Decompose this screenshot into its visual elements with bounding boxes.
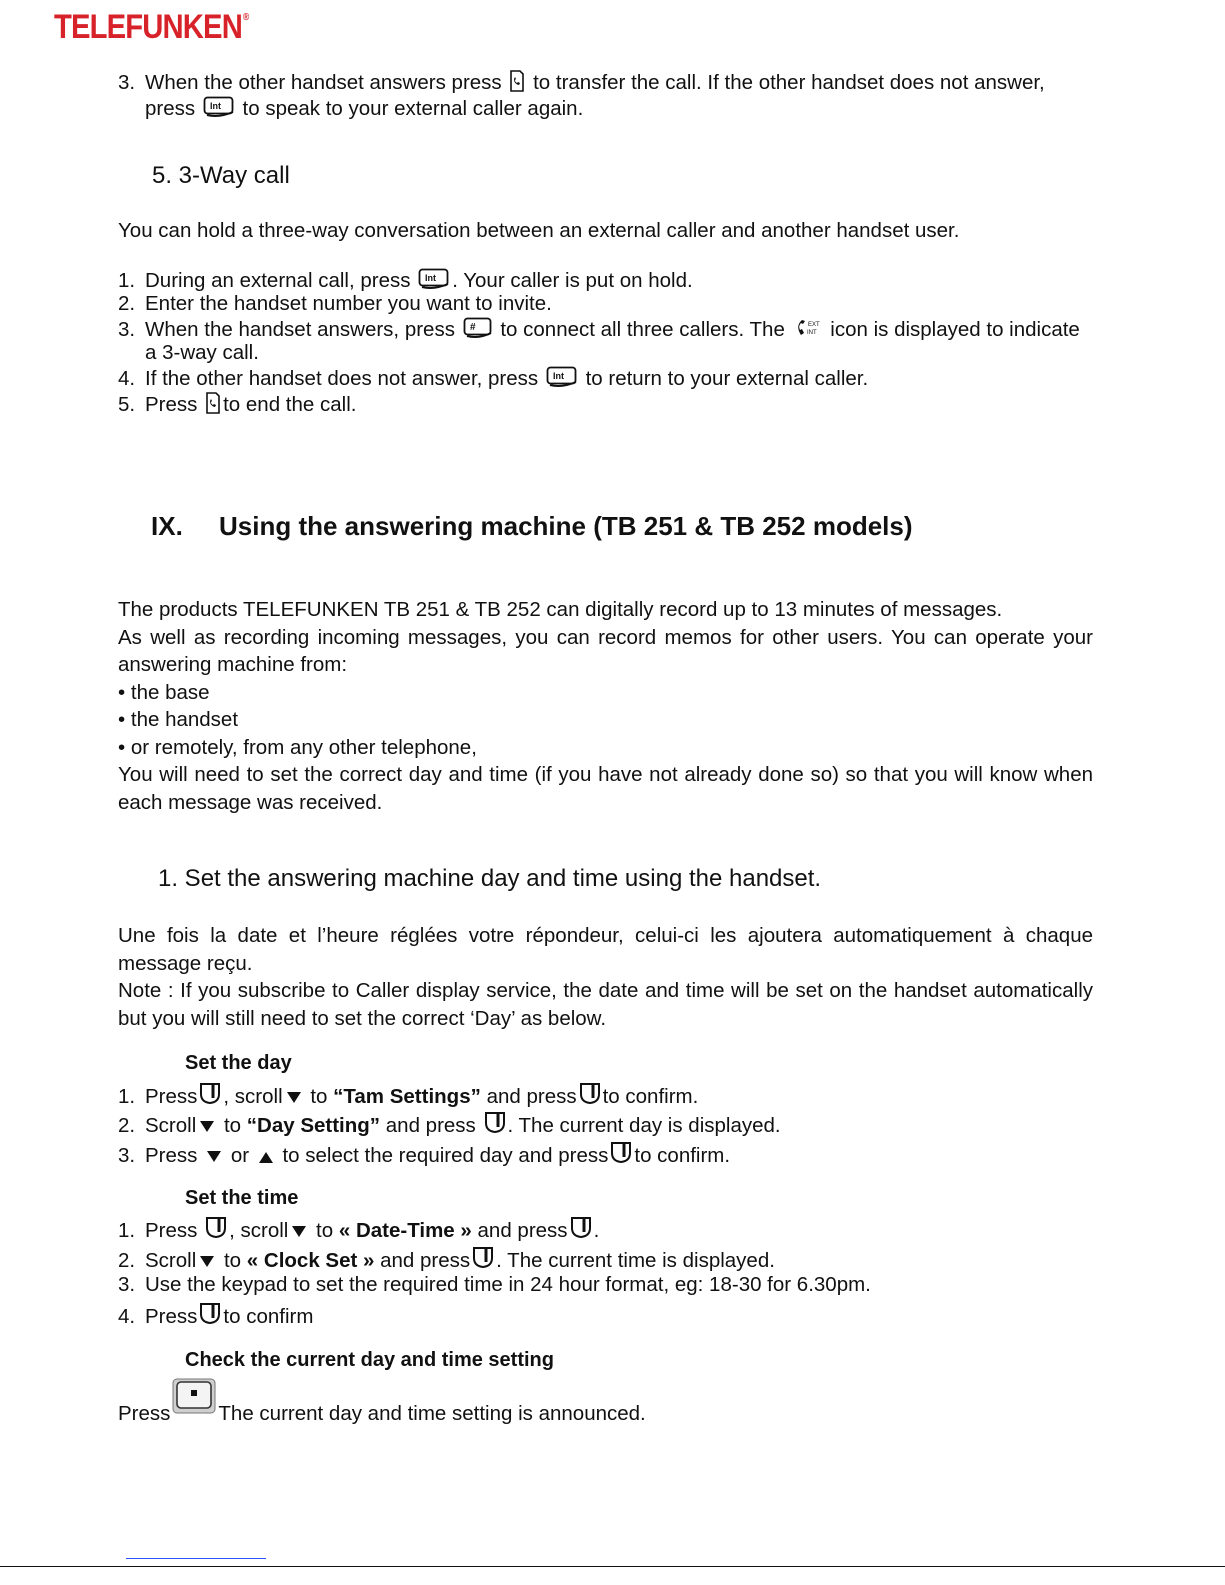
list-item <box>118 317 1080 342</box>
step-number: 2. <box>118 292 136 315</box>
step-text: Scroll <box>145 1114 197 1137</box>
section-title: Using the answering machine (TB 251 & TB 252 models) <box>219 511 913 541</box>
paragraph: You can hold a three-way conversation between an external caller and another handset user. <box>118 219 960 242</box>
list-item-continuation: a 3-way call. <box>145 341 259 364</box>
list-item <box>118 70 1045 95</box>
step-text: to return to your external caller. <box>585 367 869 390</box>
menu-ok-key-icon <box>484 1111 506 1135</box>
paragraph <box>118 1378 646 1426</box>
step-text: or <box>230 1144 250 1167</box>
paragraph: The products TELEFUNKEN TB 251 & TB 252 can digitally record up to 13 minutes of messages. <box>118 598 1003 621</box>
int-key-icon <box>203 96 235 118</box>
step-text: to <box>316 1219 334 1242</box>
step-text: to speak to your external caller again. <box>242 97 584 120</box>
menu-ok-key-icon <box>570 1216 592 1240</box>
list-item <box>118 1273 871 1297</box>
menu-ok-key-icon <box>472 1246 494 1270</box>
list-item <box>118 1111 781 1138</box>
step-text: During an external call, press <box>145 269 411 292</box>
step-text: to <box>223 1249 242 1272</box>
handset-talk-icon <box>509 70 525 92</box>
step-text: to confirm. <box>634 1144 731 1167</box>
intro-block <box>118 596 1093 816</box>
subsection-heading: 1. Set the answering machine day and time using the handset. <box>158 865 822 892</box>
list-item <box>118 292 552 316</box>
guillemet: » <box>460 1219 472 1242</box>
menu-keyword: “Day Setting” <box>246 1114 381 1137</box>
section-numeral: IX. <box>151 511 183 541</box>
menu-ok-key-icon <box>199 1082 221 1106</box>
menu-keyword: Date-Time <box>355 1219 455 1242</box>
list-item <box>118 1141 730 1168</box>
svg-text:INT: INT <box>806 330 817 336</box>
list-item <box>118 1302 313 1329</box>
procedure-title: Set the time <box>185 1187 299 1209</box>
step-text: and press <box>477 1219 568 1242</box>
guillemet: « <box>338 1219 351 1242</box>
step-number: 2. <box>118 1249 136 1272</box>
menu-ok-key-icon <box>579 1082 601 1106</box>
bullet-item: • or remotely, from any other telephone, <box>118 735 477 759</box>
step-text: to <box>310 1085 328 1108</box>
step-text: . <box>593 1219 600 1242</box>
step-text: . Your caller is put on hold. <box>452 269 693 292</box>
svg-text:#: # <box>469 322 476 333</box>
step-number: 4. <box>118 367 136 390</box>
logo-text: TELEFUNKEN <box>54 8 242 46</box>
procedure-title: Check the current day and time setting <box>185 1349 554 1371</box>
three-way-call-icon <box>793 317 823 339</box>
paragraph: Note : If you subscribe to Caller display service, the date and time will be set on the handset automatically but you will still need to set the correct ‘Day’ as below. <box>118 979 1093 1030</box>
step-text: icon is displayed to indicate <box>830 318 1080 341</box>
step-text: If the other handset does not answer, press <box>145 367 539 390</box>
step-text: to select the required day and press <box>282 1144 609 1167</box>
step-number: 3. <box>118 71 136 94</box>
step-text: Press <box>145 1085 198 1108</box>
down-arrow-icon <box>285 1090 303 1106</box>
guillemet: « <box>246 1249 259 1272</box>
menu-ok-key-icon <box>610 1141 632 1165</box>
down-arrow-icon <box>198 1254 216 1270</box>
note-block <box>118 922 1093 1032</box>
down-arrow-icon <box>205 1149 223 1165</box>
step-text: Scroll <box>145 1249 197 1272</box>
list-item-continuation <box>145 96 583 121</box>
step-text: and press <box>380 1249 471 1272</box>
menu-ok-key-icon <box>205 1216 227 1240</box>
step-text: . The current day is displayed. <box>507 1114 781 1137</box>
step-text: , scroll <box>229 1219 289 1242</box>
step-text: to <box>223 1114 242 1137</box>
svg-text:EXT: EXT <box>807 322 820 328</box>
int-key-icon <box>546 366 578 388</box>
step-text: When the handset answers, press <box>145 318 455 341</box>
procedure-title: Set the day <box>185 1052 292 1074</box>
step-text: , scroll <box>223 1085 283 1108</box>
step-number: 1. <box>118 269 136 292</box>
step-text: When the other handset answers press <box>145 71 502 94</box>
subsection-heading: 5. 3-Way call <box>152 162 290 189</box>
step-text: Use the keypad to set the required time in 24 hour format, eg: 18-30 for 6.30pm. <box>145 1273 871 1296</box>
step-text: to confirm. <box>602 1085 699 1108</box>
bullet-item: • the handset <box>118 708 239 731</box>
list-item <box>118 392 356 417</box>
paragraph: Une fois la date et l’heure réglées votre répondeur, celui-ci les ajoutera automatiquement à chaque message reçu. <box>118 924 1093 975</box>
step-text: The current day and time setting is announced. <box>218 1402 646 1425</box>
step-text: and press <box>385 1114 476 1137</box>
step-text: Press <box>145 393 198 416</box>
step-text: to confirm <box>223 1305 314 1328</box>
step-text: to transfer the call. If the other handset does not answer, <box>533 71 1045 94</box>
step-text: and press <box>486 1085 577 1108</box>
list-item <box>118 1082 698 1109</box>
step-text: Press <box>145 1219 198 1242</box>
step-text: to end the call. <box>223 393 357 416</box>
menu-keyword: “Tam Settings” <box>333 1085 481 1108</box>
int-key-icon <box>418 268 450 290</box>
step-number: 2. <box>118 1114 136 1137</box>
paragraph: You will need to set the correct day and time (if you have not already done so) so that you will know when each message was received. <box>118 763 1093 814</box>
telefunken-logo <box>54 8 248 47</box>
step-text: press <box>145 97 196 120</box>
step-text: . The current time is displayed. <box>496 1249 775 1272</box>
step-number: 3. <box>118 318 136 341</box>
footer-divider <box>0 1566 1225 1567</box>
menu-ok-key-icon <box>199 1302 221 1326</box>
registered-mark: ® <box>242 12 249 23</box>
step-number: 3. <box>118 1144 136 1167</box>
step-text: Press <box>118 1402 171 1425</box>
list-item <box>118 1246 775 1273</box>
list-item <box>118 366 868 391</box>
up-arrow-icon <box>257 1149 275 1165</box>
step-number: 3. <box>118 1273 136 1296</box>
handset-talk-icon <box>205 392 221 414</box>
step-number: 1. <box>118 1219 136 1242</box>
down-arrow-icon <box>198 1119 216 1135</box>
step-number: 1. <box>118 1085 136 1108</box>
svg-text:Int: Int <box>552 371 564 381</box>
step-number: 4. <box>118 1305 136 1328</box>
step-text: to connect all three callers. The <box>500 318 785 341</box>
base-stop-key-icon <box>172 1378 216 1414</box>
menu-keyword: Clock Set <box>263 1249 358 1272</box>
step-text: Press <box>145 1305 198 1328</box>
bullet-item: • the base <box>118 680 210 704</box>
list-item <box>118 268 693 293</box>
step-number: 5. <box>118 393 136 416</box>
down-arrow-icon <box>290 1224 308 1240</box>
svg-text:Int: Int <box>209 101 221 111</box>
footer-link-underline[interactable] <box>126 1558 266 1559</box>
step-text: Press <box>145 1144 198 1167</box>
paragraph: As well as recording incoming messages, you can record memos for other users. You can operate your answering machine from: <box>118 625 1093 676</box>
guillemet: » <box>363 1249 375 1272</box>
list-item <box>118 1216 599 1243</box>
svg-text:Int: Int <box>425 273 437 283</box>
step-text: Enter the handset number you want to invite. <box>145 292 552 315</box>
hash-key-icon <box>463 317 493 339</box>
